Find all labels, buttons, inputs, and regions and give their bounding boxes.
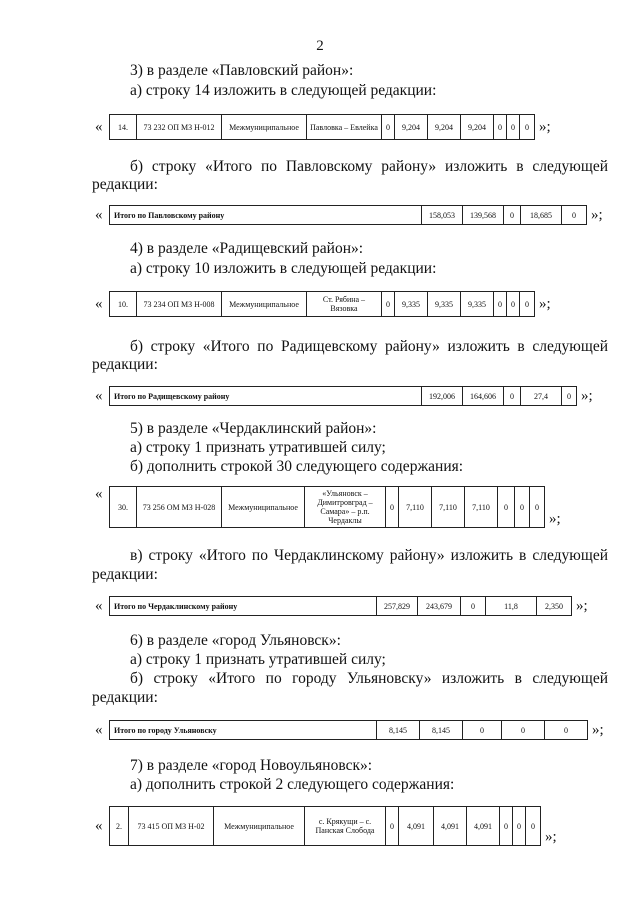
section-5-item-c: в) строку «Итого по Чердаклинскому району» изложить в следующей xyxy=(130,547,608,564)
table-cell: 0 xyxy=(515,487,530,528)
total-table-row xyxy=(109,386,577,406)
table-cell: 0 xyxy=(507,115,520,140)
total-table-row xyxy=(109,596,572,616)
table-cell: 243,679 xyxy=(418,597,461,616)
table-cell: 0 xyxy=(530,487,545,528)
table-cell: 0 xyxy=(502,721,545,740)
table-cell: 73 256 ОМ МЗ Н-028 xyxy=(137,487,222,528)
table-cell: 9,204 xyxy=(461,115,494,140)
table-row-total-pavlovsk: « Итого по Павловскому району 158,053 139,568 0 18,685 0 »; xyxy=(95,205,603,225)
table-cell: 7,110 xyxy=(465,487,498,528)
section-3-heading: 3) в разделе «Павловский район»: xyxy=(130,62,354,79)
table-cell: Павловка – Евлейка xyxy=(307,115,382,140)
table-cell: 2. xyxy=(110,807,129,846)
table-cell: с. Крякущи – с. Панская Слобода xyxy=(305,807,386,846)
table-cell: 257,829 xyxy=(377,597,418,616)
table-cell: 0 xyxy=(382,115,395,140)
table-cell: 9,204 xyxy=(395,115,428,140)
section-6-heading: 6) в разделе «город Ульяновск»: xyxy=(130,632,341,649)
table-cell: 0 xyxy=(382,292,395,317)
table-cell: 4,091 xyxy=(467,807,500,846)
road-table-row xyxy=(109,114,535,140)
table-cell: Межмуниципальное xyxy=(222,292,307,317)
table-cell: Межмуниципальное xyxy=(214,807,305,846)
table-cell: 0 xyxy=(386,807,399,846)
section-5-item-b: б) дополнить строкой 30 следующего содержания: xyxy=(130,458,464,475)
table-row-total-ulyanovsk: « Итого по городу Ульяновску 8,145 8,145 0 0 0 »; xyxy=(95,720,604,740)
table-cell: 9,335 xyxy=(395,292,428,317)
table-cell: 73 415 ОП МЗ Н-02 xyxy=(129,807,214,846)
total-table-row xyxy=(109,205,587,225)
table-cell: 8,145 xyxy=(377,721,420,740)
table-cell: 0 xyxy=(386,487,399,528)
table-cell: 7,110 xyxy=(399,487,432,528)
table-cell: 2,350 xyxy=(537,597,572,616)
table-cell: 73 232 ОП МЗ Н-012 xyxy=(137,115,222,140)
table-cell: 164,606 xyxy=(463,387,504,406)
table-cell: Итого по Чердаклинскому району xyxy=(110,597,377,616)
section-5-item-a: а) строку 1 признать утратившей силу; xyxy=(130,439,386,456)
table-cell: 9,335 xyxy=(428,292,461,317)
table-cell: Межмуниципальное xyxy=(222,115,307,140)
table-row-ryabina: « 10. 73 234 ОП МЗ Н-008 Межмуниципальное Ст. Рябина – Вязовка 0 9,335 9,335 9,335 0 0 0 »; xyxy=(95,291,551,317)
table-cell: 0 xyxy=(463,721,502,740)
table-cell: 158,053 xyxy=(422,206,463,225)
table-cell: 8,145 xyxy=(420,721,463,740)
table-cell: 0 xyxy=(494,292,507,317)
table-cell: 9,335 xyxy=(461,292,494,317)
table-cell: 30. xyxy=(110,487,137,528)
table-cell: 0 xyxy=(562,387,577,406)
table-cell: 0 xyxy=(504,387,521,406)
section-5-item-c-cont: редакции: xyxy=(92,566,158,583)
section-5-heading: 5) в разделе «Чердаклинский район»: xyxy=(130,420,377,437)
table-cell: 0 xyxy=(498,487,515,528)
close-quote: »; xyxy=(539,118,551,135)
table-cell: 10. xyxy=(110,292,137,317)
table-row-pavlovka xyxy=(95,114,551,140)
table-cell: 139,568 xyxy=(463,206,504,225)
section-6-item-b-cont: редакции: xyxy=(92,689,158,706)
section-3-item-a: а) строку 14 изложить в следующей редакции: xyxy=(130,82,437,99)
table-cell: 14. xyxy=(110,115,137,140)
open-quote: « xyxy=(95,118,103,135)
table-cell: 0 xyxy=(461,597,486,616)
table-cell: Ст. Рябина – Вязовка xyxy=(307,292,382,317)
section-4-item-b: б) строку «Итого по Радищевскому району» изложить в следующей xyxy=(130,338,608,355)
table-row-total-radishchevo: « Итого по Радищевскому району 192,006 164,606 0 27,4 0 »; xyxy=(95,386,593,406)
section-7-heading: 7) в разделе «город Новоульяновск»: xyxy=(130,757,373,774)
table-row-ulyanovsk-dimitrovgrad: « 30. 73 256 ОМ МЗ Н-028 Межмуниципальное «Ульяновск – Димитровград – Самара» – р.п. Чердаклы 0 7,110 7,110 7,110 0 0 0 »; xyxy=(95,486,561,527)
table-cell: 0 xyxy=(526,807,541,846)
section-6-item-b: б) строку «Итого по городу Ульяновску» изложить в следующей xyxy=(130,670,608,687)
table-cell: Итого по городу Ульяновску xyxy=(110,721,377,740)
table-row-kryakushi: « 2. 73 415 ОП МЗ Н-02 Межмуниципальное с. Крякущи – с. Панская Слобода 0 4,091 4,091 4,091 0 0 0 »; xyxy=(95,806,557,846)
total-table-row xyxy=(109,720,588,740)
road-table-row xyxy=(109,806,541,846)
section-6-item-a: а) строку 1 признать утратившей силу; xyxy=(130,651,386,668)
section-4-heading: 4) в разделе «Радищевский район»: xyxy=(130,240,364,257)
table-cell: 0 xyxy=(500,807,513,846)
table-cell: Итого по Павловскому району xyxy=(110,206,422,225)
table-cell: «Ульяновск – Димитровград – Самара» – р.п. Чердаклы xyxy=(305,487,386,528)
page-number: 2 xyxy=(316,38,324,54)
table-cell: 27,4 xyxy=(521,387,562,406)
table-row-total-cherdakly: « Итого по Чердаклинскому району 257,829 243,679 0 11,8 2,350 »; xyxy=(95,596,588,616)
table-cell: 0 xyxy=(520,115,535,140)
table-cell: 0 xyxy=(562,206,587,225)
table-cell: Итого по Радищевскому району xyxy=(110,387,422,406)
table-cell: 0 xyxy=(545,721,588,740)
section-7-item-a: а) дополнить строкой 2 следующего содержания: xyxy=(130,776,455,793)
table-cell: 0 xyxy=(513,807,526,846)
table-cell: 0 xyxy=(507,292,520,317)
section-3-item-b-cont: редакции: xyxy=(92,176,158,193)
table-cell: 0 xyxy=(504,206,521,225)
table-cell: 11,8 xyxy=(486,597,537,616)
table-cell: 0 xyxy=(494,115,507,140)
road-table-row xyxy=(109,486,545,528)
table-cell: 4,091 xyxy=(434,807,467,846)
table-cell: 4,091 xyxy=(399,807,434,846)
road-table-row xyxy=(109,291,535,317)
table-cell: 7,110 xyxy=(432,487,465,528)
table-cell: Межмуниципальное xyxy=(222,487,305,528)
table-cell: 73 234 ОП МЗ Н-008 xyxy=(137,292,222,317)
table-cell: 0 xyxy=(520,292,535,317)
table-cell: 192,006 xyxy=(422,387,463,406)
table-cell: 9,204 xyxy=(428,115,461,140)
table-cell: 18,685 xyxy=(521,206,562,225)
section-3-item-b: б) строку «Итого по Павловскому району» изложить в следующей xyxy=(130,158,608,175)
section-4-item-b-cont: редакции: xyxy=(92,356,158,373)
section-4-item-a: а) строку 10 изложить в следующей редакции: xyxy=(130,260,437,277)
